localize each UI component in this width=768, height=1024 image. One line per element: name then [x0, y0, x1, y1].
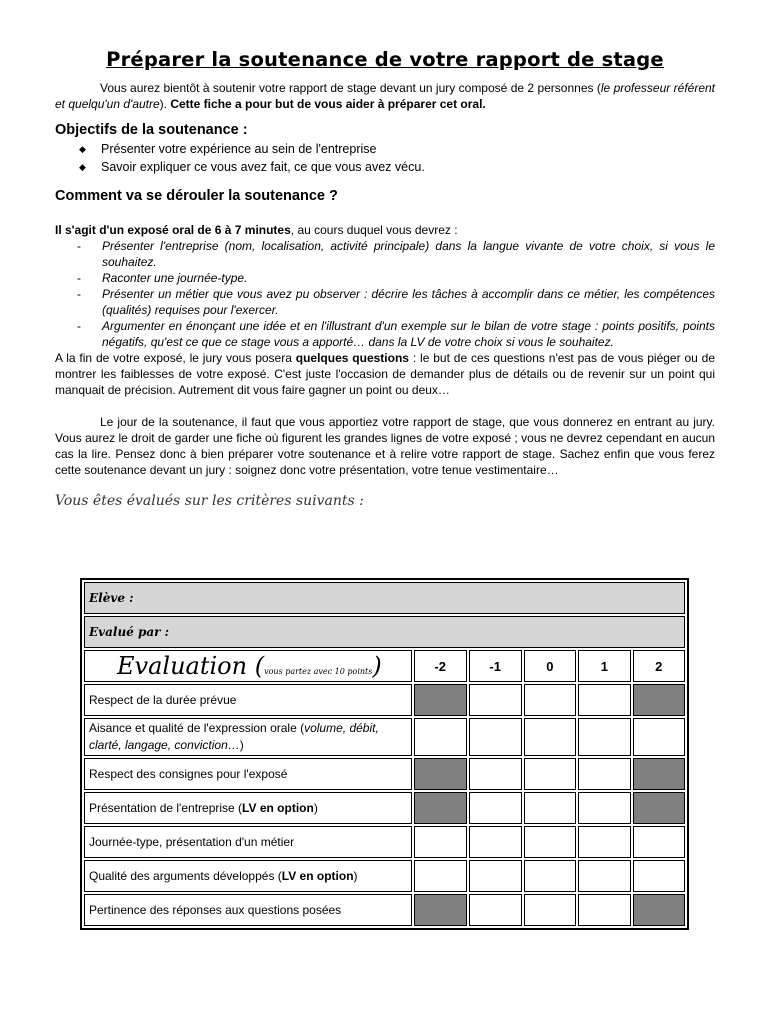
table-row	[84, 718, 685, 756]
score-cell[interactable]	[469, 792, 522, 824]
eleve-label: Elève :	[84, 582, 685, 614]
list-item: - Argumenter en énonçant une idée et en l'illustrant d'un exemple sur le bilan de votre stage : points positifs, points négatifs, qu'est ce que ce stage vous a apporté… dans la LV de votre choix si vous le souhaitez.	[77, 319, 715, 349]
list-item: - Raconter une journée-type.	[77, 271, 248, 285]
score-cell[interactable]	[469, 860, 522, 892]
score-header: 0	[524, 650, 576, 682]
criterion-label: Respect des consignes pour l'exposé	[84, 758, 412, 790]
score-cell[interactable]	[414, 894, 467, 926]
criteria-intro: Vous êtes évalués sur les critères suivants :	[55, 493, 364, 509]
evalue-label: Evalué par :	[84, 616, 685, 648]
score-cell[interactable]	[578, 894, 630, 926]
questions-paragraph: A la fin de votre exposé, le jury vous posera quelques questions : le but de ces questions n'est pas de vous piéger ou de montrer les faiblesses de votre exposé. C'est juste l'occasion de demander plus de détails ou de revenir sur un point qui manquait de précision. Autrement dit vous faire gagner un point ou deux…	[55, 351, 716, 397]
score-header: 2	[633, 650, 685, 682]
score-cell[interactable]	[414, 718, 467, 756]
criterion-label: Journée-type, présentation d'un métier	[84, 826, 412, 858]
score-cell[interactable]	[414, 758, 467, 790]
score-cell[interactable]	[414, 684, 467, 716]
table-row	[84, 894, 685, 926]
evalue-row	[84, 616, 685, 648]
score-cell[interactable]	[633, 894, 685, 926]
score-cell[interactable]	[524, 894, 576, 926]
score-cell[interactable]	[578, 684, 630, 716]
criterion-label: Respect de la durée prévue	[84, 684, 412, 716]
score-header: -2	[414, 650, 467, 682]
table-row	[84, 860, 685, 892]
score-cell[interactable]	[469, 894, 522, 926]
list-item: - Présenter un métier que vous avez pu observer : décrire les tâches à accomplir dans ce métier, les compétences (qualités) requises pour l'exercer.	[77, 287, 715, 317]
page-title: Préparer la soutenance de votre rapport de stage	[106, 48, 664, 71]
score-cell[interactable]	[633, 860, 685, 892]
score-cell[interactable]	[524, 718, 576, 756]
score-cell[interactable]	[578, 826, 630, 858]
score-cell[interactable]	[633, 792, 685, 824]
table-row	[84, 826, 685, 858]
score-cell[interactable]	[414, 826, 467, 858]
list-item: - Présenter l'entreprise (nom, localisation, activité principale) dans la langue vivante de votre choix, si vous le souhaitez.	[77, 239, 715, 269]
score-cell[interactable]	[524, 826, 576, 858]
score-cell[interactable]	[414, 860, 467, 892]
score-cell[interactable]	[469, 826, 522, 858]
criterion-label: Présentation de l'entreprise (LV en option)	[84, 792, 412, 824]
score-cell[interactable]	[524, 684, 576, 716]
deroulement-lead: Il s'agit d'un exposé oral de 6 à 7 minutes, au cours duquel vous devrez :	[55, 223, 458, 237]
eleve-row	[84, 582, 685, 614]
table-row	[84, 758, 685, 790]
score-cell[interactable]	[414, 792, 467, 824]
score-cell[interactable]	[633, 718, 685, 756]
list-item: ◆ Savoir expliquer ce vous avez fait, ce que vous avez vécu.	[79, 160, 425, 174]
bullet-icon: ◆	[79, 162, 86, 172]
score-cell[interactable]	[469, 718, 522, 756]
score-cell[interactable]	[524, 792, 576, 824]
score-header: -1	[469, 650, 522, 682]
document-page	[55, 48, 715, 509]
evaluation-grid	[80, 578, 689, 930]
table-row	[84, 792, 685, 824]
score-header-row	[84, 650, 685, 682]
criterion-label: Qualité des arguments développés (LV en option)	[84, 860, 412, 892]
score-cell[interactable]	[469, 758, 522, 790]
criterion-label: Pertinence des réponses aux questions posées	[84, 894, 412, 926]
score-cell[interactable]	[633, 758, 685, 790]
score-cell[interactable]	[578, 718, 630, 756]
score-cell[interactable]	[578, 860, 630, 892]
deroulement-list	[55, 238, 715, 350]
score-cell[interactable]	[633, 826, 685, 858]
score-cell[interactable]	[524, 758, 576, 790]
score-cell[interactable]	[524, 860, 576, 892]
list-item: ◆ Présenter votre expérience au sein de l'entreprise	[79, 142, 377, 156]
bullet-icon: ◆	[79, 144, 86, 154]
score-header: 1	[578, 650, 630, 682]
criterion-label: Aisance et qualité de l'expression orale (volume, débit, clarté, langage, conviction…)	[84, 718, 412, 756]
objectives-list	[55, 140, 715, 176]
evaluation-title: Evaluation (vous partez avec 10 points)	[84, 650, 412, 682]
jour-paragraph: Le jour de la soutenance, il faut que vous apportiez votre rapport de stage, que vous donnerez en entrant au jury. Vous aurez le droit de garder une fiche où figurent les grandes lignes de votre exposé ; vous ne devrez cependant en aucun cas la lire. Pensez donc à bien préparer votre soutenance et à relire votre rapport de stage. Sachez enfin que vous ferez cette soutenance devant un jury : soignez donc votre présentation, votre tenue vestimentaire…	[55, 415, 715, 477]
deroulement-heading: Comment va se dérouler la soutenance ?	[55, 188, 338, 204]
score-cell[interactable]	[578, 792, 630, 824]
table-row	[84, 684, 685, 716]
intro-paragraph: Vous aurez bientôt à soutenir votre rapport de stage devant un jury composé de 2 personnes (le professeur référent et quelqu'un d'autre). Cette fiche a pour but de vous aider à préparer cet oral.	[55, 81, 716, 111]
objectives-heading: Objectifs de la soutenance :	[55, 122, 248, 138]
score-cell[interactable]	[578, 758, 630, 790]
score-cell[interactable]	[469, 684, 522, 716]
score-cell[interactable]	[633, 684, 685, 716]
